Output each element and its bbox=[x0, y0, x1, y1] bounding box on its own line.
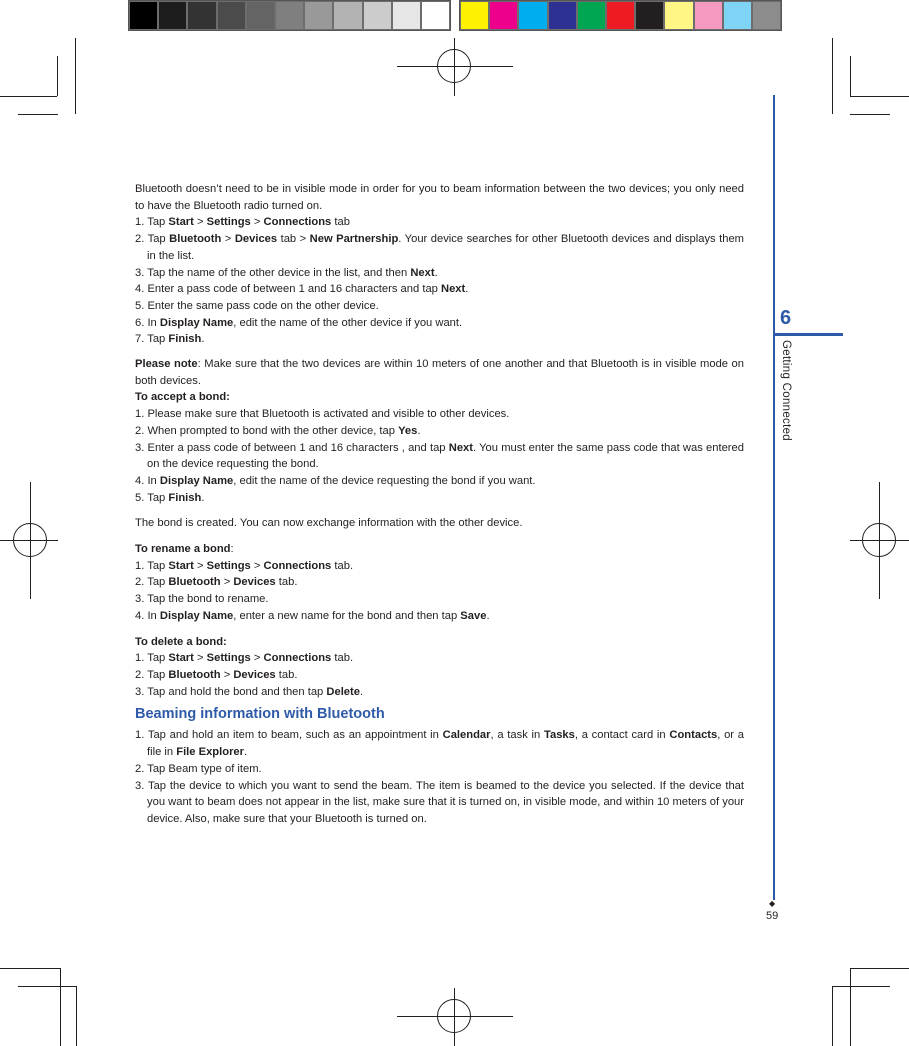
accept-step-4: 4. In Display Name, edit the name of the device requesting the bond if you want. bbox=[135, 474, 536, 487]
partner-step-3: 3. Tap the name of the other device in the list, and then Next. bbox=[135, 266, 438, 279]
color-swatch-2 bbox=[489, 1, 518, 30]
color-swatch-3 bbox=[518, 1, 547, 30]
rename-step-1: 1. Tap Start > Settings > Connections tab. bbox=[135, 559, 354, 572]
note-paragraph: Please note: Make sure that the two devices are within 10 meters of one another and that Bluetooth is in visible mode on both devices. bbox=[135, 358, 744, 387]
color-swatch-6 bbox=[606, 1, 635, 30]
intro-paragraph: Bluetooth doesn’t need to be in visible mode in order for you to beam information between the two devices; you only need to have the Bluetooth radio turned on. bbox=[135, 183, 744, 212]
delete-step-3: 3. Tap and hold the bond and then tap Delete. bbox=[135, 685, 364, 698]
rename-heading: To rename a bond: bbox=[135, 543, 234, 556]
delete-step-1: 1. Tap Start > Settings > Connections tab. bbox=[135, 652, 354, 665]
color-swatch-9 bbox=[694, 1, 723, 30]
chapter-side-rule bbox=[773, 95, 775, 900]
partner-step-6: 6. In Display Name, edit the name of the other device if you want. bbox=[135, 316, 463, 329]
color-calibration-bar bbox=[128, 0, 782, 31]
color-swatch-8 bbox=[664, 1, 693, 30]
accept-step-1: 1. Please make sure that Bluetooth is activated and visible to other devices. bbox=[135, 408, 510, 421]
page-body bbox=[135, 181, 744, 828]
gray-swatch-6 bbox=[275, 1, 304, 30]
bond-created-paragraph: The bond is created. You can now exchange information with the other device. bbox=[135, 517, 523, 530]
accept-step-3: 3. Enter a pass code of between 1 and 16 characters , and tap Next. You must enter the same pass code that was entered on the device requesting the bond. bbox=[135, 441, 744, 471]
gray-swatch-10 bbox=[392, 1, 421, 30]
partner-step-1: 1. Tap Start > Settings > Connections tab bbox=[135, 216, 350, 229]
beaming-step-1: 1. Tap and hold an item to beam, such as an appointment in Calendar, a task in Tasks, a contact card in Contacts, or a file in File Explorer. bbox=[135, 729, 744, 759]
chapter-title: Getting Connected bbox=[780, 340, 792, 441]
color-swatch-5 bbox=[577, 1, 606, 30]
gray-swatch-1 bbox=[129, 1, 158, 30]
page-number: 59 bbox=[766, 910, 779, 922]
gray-swatch-4 bbox=[217, 1, 246, 30]
chapter-number: 6 bbox=[780, 307, 792, 329]
partner-step-4: 4. Enter a pass code of between 1 and 16 characters and tap Next. bbox=[135, 283, 469, 296]
partner-step-5: 5. Enter the same pass code on the other device. bbox=[135, 299, 379, 312]
color-swatch-11 bbox=[752, 1, 781, 30]
color-swatch-10 bbox=[723, 1, 752, 30]
gray-swatch-3 bbox=[187, 1, 216, 30]
delete-heading: To delete a bond: bbox=[135, 635, 227, 648]
diamond-icon: ◆ bbox=[769, 899, 776, 908]
color-swatch-7 bbox=[635, 1, 664, 30]
grayscale-swatches bbox=[128, 0, 451, 31]
accept-heading: To accept a bond: bbox=[135, 391, 230, 404]
gray-swatch-5 bbox=[246, 1, 275, 30]
partner-step-7: 7. Tap Finish. bbox=[135, 333, 205, 346]
gray-swatch-8 bbox=[333, 1, 362, 30]
accept-step-2: 2. When prompted to bond with the other device, tap Yes. bbox=[135, 424, 421, 437]
rename-step-2: 2. Tap Bluetooth > Devices tab. bbox=[135, 576, 298, 589]
beaming-step-3: 3. Tap the device to which you want to send the beam. The item is beamed to the device you selected. If the device that you want to beam does not appear in the list, make sure that it is turned on, in visible mode, and within 10 meters of your device. Also, make sure that your Bluetooth is turned on. bbox=[135, 779, 744, 825]
gray-swatch-7 bbox=[304, 1, 333, 30]
partner-step-2: 2. Tap Bluetooth > Devices tab > New Partnership. Your device searches for other Bluetooth devices and displays them in the list. bbox=[135, 233, 744, 262]
gray-swatch-11 bbox=[421, 1, 450, 30]
chapter-marker-rule bbox=[773, 333, 843, 336]
gray-swatch-9 bbox=[363, 1, 392, 30]
gray-swatch-2 bbox=[158, 1, 187, 30]
section-title-beaming: Beaming information with Bluetooth bbox=[135, 706, 385, 723]
color-swatch-1 bbox=[460, 1, 489, 30]
beaming-step-2: 2. Tap Beam type of item. bbox=[135, 762, 262, 775]
delete-step-2: 2. Tap Bluetooth > Devices tab. bbox=[135, 668, 298, 681]
rename-step-3: 3. Tap the bond to rename. bbox=[135, 593, 269, 606]
color-swatch-4 bbox=[548, 1, 577, 30]
accept-step-5: 5. Tap Finish. bbox=[135, 491, 205, 504]
color-swatches bbox=[459, 0, 782, 31]
rename-step-4: 4. In Display Name, enter a new name for the bond and then tap Save. bbox=[135, 609, 490, 622]
